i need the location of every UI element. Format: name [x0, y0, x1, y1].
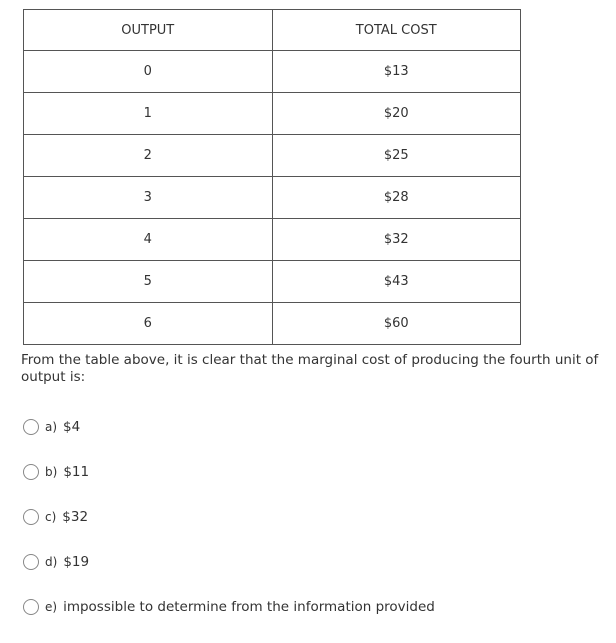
- total-cost-cell: $25: [272, 135, 521, 177]
- column-header-output: OUTPUT: [24, 10, 273, 51]
- table-row: [24, 261, 521, 303]
- option-b[interactable]: [23, 464, 89, 480]
- total-cost-cell: $60: [272, 303, 521, 345]
- option-letter: b): [45, 465, 58, 479]
- radio-button-d[interactable]: [23, 554, 39, 570]
- option-text: $19: [63, 554, 90, 570]
- option-letter: d): [45, 555, 58, 569]
- table-row: [24, 303, 521, 345]
- total-cost-cell: $13: [272, 51, 521, 93]
- output-cell: 6: [24, 303, 273, 345]
- table-row: [24, 219, 521, 261]
- option-text: $32: [62, 509, 89, 525]
- output-cell: 4: [24, 219, 273, 261]
- option-c[interactable]: [23, 509, 88, 525]
- table-header-row: [24, 10, 521, 51]
- option-text: impossible to determine from the information provided: [63, 599, 435, 615]
- option-a[interactable]: [23, 419, 80, 435]
- cost-table: [23, 9, 521, 345]
- option-text: $4: [63, 419, 81, 435]
- output-cell: 0: [24, 51, 273, 93]
- total-cost-cell: $32: [272, 219, 521, 261]
- option-e[interactable]: [23, 599, 435, 615]
- column-header-total-cost: TOTAL COST: [272, 10, 521, 51]
- option-letter: e): [45, 600, 58, 614]
- table-row: [24, 135, 521, 177]
- output-cell: 2: [24, 135, 273, 177]
- table-row: [24, 51, 521, 93]
- radio-button-a[interactable]: [23, 419, 39, 435]
- radio-button-e[interactable]: [23, 599, 39, 615]
- option-letter: c): [45, 510, 57, 524]
- radio-button-c[interactable]: [23, 509, 39, 525]
- option-text: $11: [63, 464, 90, 480]
- table-row: [24, 177, 521, 219]
- radio-button-b[interactable]: [23, 464, 39, 480]
- output-cell: 5: [24, 261, 273, 303]
- option-letter: a): [45, 420, 58, 434]
- output-cell: 3: [24, 177, 273, 219]
- table-row: [24, 93, 521, 135]
- total-cost-cell: $28: [272, 177, 521, 219]
- total-cost-cell: $43: [272, 261, 521, 303]
- option-d[interactable]: [23, 554, 89, 570]
- output-cell: 1: [24, 93, 273, 135]
- question-text: From the table above, it is clear that the marginal cost of producing the fourth unit of output is:: [21, 352, 599, 385]
- total-cost-cell: $20: [272, 93, 521, 135]
